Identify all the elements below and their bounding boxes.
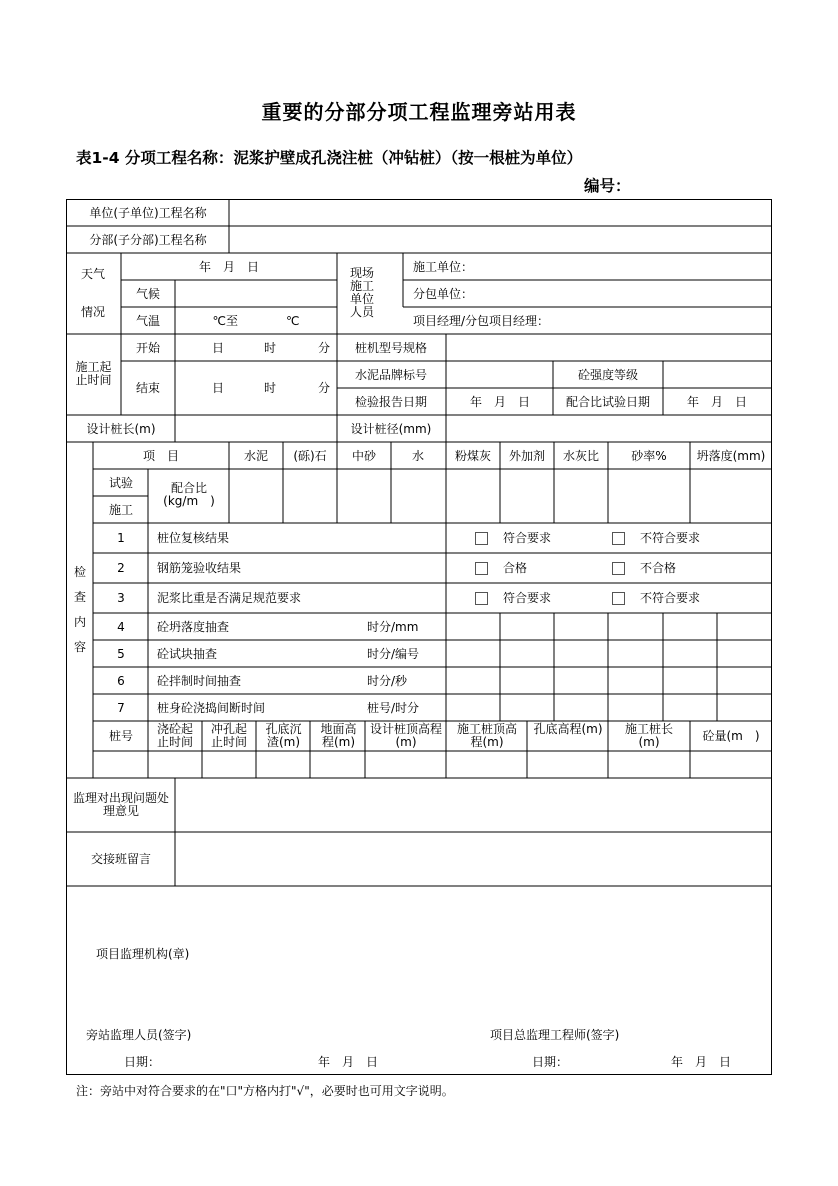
weather-label: 天气 — [80, 267, 106, 281]
mix-col-wc-ratio: 水灰比 — [562, 449, 600, 463]
end-label: 结束 — [135, 381, 161, 395]
inspection-form — [66, 199, 772, 1075]
check-3-pass-checkbox[interactable] — [475, 592, 488, 605]
check-7-text: 桩身砼浇捣间断时间 — [157, 701, 266, 715]
chief-date-label: 日期： — [532, 1055, 569, 1069]
mix-col-sand-ratio: 砂率% — [631, 449, 667, 463]
subcontract-unit-label: 分包单位： — [413, 287, 474, 301]
check-2-fail-label: 不合格 — [640, 561, 677, 575]
start-minute: 分 — [318, 341, 331, 355]
check-2-text: 钢筋笼验收结果 — [157, 561, 242, 575]
start-day: 日 — [212, 341, 225, 355]
end-day: 日 — [212, 381, 225, 395]
serial-number-label: 编号： — [584, 177, 631, 195]
onsite-supervisor-signature: 旁站监理人员(签字) — [86, 1028, 192, 1042]
project-manager-label: 项目经理/分包项目经理： — [413, 314, 550, 328]
rig-model-label: 桩机型号规格 — [354, 341, 428, 355]
mix-col-admixture: 外加剂 — [508, 449, 546, 463]
check-2-pass-label: 合格 — [503, 561, 528, 575]
start-hour: 时 — [264, 341, 277, 355]
inspection-label-1: 检 — [74, 565, 87, 579]
unit-project-name-label: 单位(子单位)工程名称 — [89, 206, 207, 220]
chief-engineer-signature: 项目总监理工程师(签字) — [490, 1028, 620, 1042]
mix-col-water: 水 — [411, 449, 425, 463]
mix-test-date-label: 配合比试验日期 — [565, 395, 651, 409]
pile-col-actual-top: 施工桩顶高程(m) — [456, 722, 517, 749]
weather-date: 年 月 日 — [198, 260, 260, 274]
footnote: 注：旁站中对符合要求的在"口"方格内打"√"，必要时也可用文字说明。 — [76, 1084, 454, 1098]
mix-ratio-label: 配合比(kg/m ) — [163, 481, 215, 508]
page-title: 重要的分部分项工程监理旁站用表 — [261, 100, 577, 124]
end-hour: 时 — [264, 381, 277, 395]
onsite-staff-label: 现场施工单位人员 — [349, 266, 374, 319]
supervision-opinion-label: 监理对出现问题处理意见 — [72, 791, 169, 818]
inspection-label-4: 容 — [74, 640, 87, 654]
check-3-no: 3 — [117, 591, 125, 605]
supervision-agency-seal: 项目监理机构(章) — [96, 947, 190, 961]
check-2-no: 2 — [117, 561, 125, 575]
check-1-fail-checkbox[interactable] — [612, 532, 625, 545]
report-date-label: 检验报告日期 — [354, 395, 428, 409]
check-4-text: 砼坍落度抽查 — [157, 620, 230, 634]
check-4-no: 4 — [117, 620, 125, 634]
pile-col-design-top: 设计桩顶高程(m) — [370, 722, 443, 749]
chief-date-value: 年 月 日 — [671, 1055, 732, 1069]
mix-col-slump: 坍落度(mm) — [696, 449, 766, 463]
mix-trial-label: 试验 — [108, 476, 134, 490]
check-2-fail-checkbox[interactable] — [612, 562, 625, 575]
inspection-label-2: 查 — [74, 590, 87, 604]
pile-col-length: 施工桩长(m) — [624, 722, 673, 749]
weather-label-2: 情况 — [80, 305, 106, 319]
check-6-text: 砼拌制时间抽查 — [157, 674, 242, 688]
mix-col-flyash: 粉煤灰 — [454, 449, 492, 463]
pile-col-bottom-elev: 孔底高程(m) — [533, 722, 603, 736]
pile-col-ground-elev: 地面高程(m) — [320, 722, 357, 749]
check-3-fail-label: 不符合要求 — [640, 591, 701, 605]
pile-col-sediment: 孔底沉渣(m) — [265, 722, 302, 749]
check-3-text: 泥浆比重是否满足规范要求 — [157, 591, 302, 605]
pile-col-number: 桩号 — [108, 729, 134, 743]
check-6-no: 6 — [117, 674, 125, 688]
mix-item-label: 项 目 — [142, 449, 180, 463]
temperature-range: ℃至 ℃ — [212, 314, 300, 328]
construction-unit-label: 施工单位： — [413, 260, 474, 274]
end-minute: 分 — [318, 381, 331, 395]
mix-col-gravel: (砾)石 — [293, 449, 327, 463]
pile-col-volume: 砼量(m ) — [702, 729, 760, 743]
inspection-label-3: 内 — [74, 615, 87, 629]
climate-label: 气候 — [135, 287, 161, 301]
temperature-label: 气温 — [135, 314, 161, 328]
mix-test-date-value: 年 月 日 — [686, 395, 748, 409]
check-1-fail-label: 不符合要求 — [640, 531, 701, 545]
onsite-date-label: 日期： — [124, 1055, 161, 1069]
check-2-pass-checkbox[interactable] — [475, 562, 488, 575]
report-date-value: 年 月 日 — [469, 395, 531, 409]
construction-time-label: 施工起止时间 — [75, 360, 112, 387]
check-7-no: 7 — [117, 701, 125, 715]
mix-col-cement: 水泥 — [243, 449, 269, 463]
start-label: 开始 — [135, 341, 161, 355]
subdivision-project-name-label: 分部(子分部)工程名称 — [89, 233, 207, 247]
form-subtitle: 表1-4 分项工程名称：泥浆护壁成孔浇注桩（冲钻桩）（按一根桩为单位） — [76, 149, 583, 167]
design-diameter-label: 设计桩径(mm) — [350, 422, 432, 436]
mix-col-sand: 中砂 — [351, 449, 377, 463]
check-7-unit: 桩号/时分 — [367, 701, 420, 715]
design-length-label: 设计桩长(m) — [86, 422, 156, 436]
check-5-text: 砼试块抽查 — [157, 647, 218, 661]
pile-col-pour-time: 浇砼起止时间 — [156, 722, 193, 749]
check-5-unit: 时分/编号 — [367, 647, 420, 661]
check-5-no: 5 — [117, 647, 125, 661]
form-grid — [66, 199, 772, 1075]
cement-brand-label: 水泥品牌标号 — [354, 368, 428, 382]
check-1-pass-checkbox[interactable] — [475, 532, 488, 545]
check-4-unit: 时分/mm — [367, 620, 419, 634]
check-1-no: 1 — [117, 531, 125, 545]
check-3-pass-label: 符合要求 — [503, 591, 552, 605]
onsite-date-value: 年 月 日 — [318, 1055, 379, 1069]
mix-construction-label: 施工 — [108, 503, 134, 517]
check-1-pass-label: 符合要求 — [503, 531, 552, 545]
check-6-unit: 时分/秒 — [367, 674, 408, 688]
check-3-fail-checkbox[interactable] — [612, 592, 625, 605]
check-1-text: 桩位复核结果 — [157, 531, 230, 545]
pile-col-drill-time: 冲孔起止时间 — [210, 722, 247, 749]
concrete-grade-label: 砼强度等级 — [577, 368, 639, 382]
handover-note-label: 交接班留言 — [90, 852, 152, 866]
